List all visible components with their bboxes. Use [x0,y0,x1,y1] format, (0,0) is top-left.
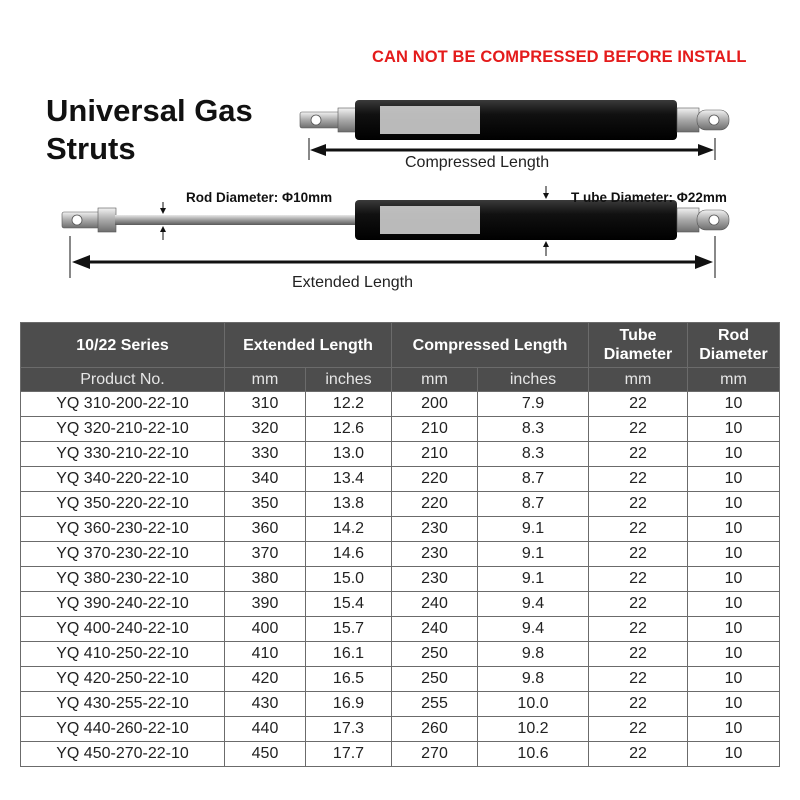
subheader-cell: inches [306,368,392,392]
cell-rod-diameter: 10 [688,642,780,667]
cell-rod-diameter: 10 [688,467,780,492]
cell-extended-mm: 390 [225,592,306,617]
table-row [21,517,780,542]
cell-extended-mm: 350 [225,492,306,517]
cell-extended-inches: 12.6 [306,417,392,442]
strut-diagram [0,0,800,320]
table-body [21,392,780,767]
table-row [21,542,780,567]
cell-tube-diameter: 22 [589,592,688,617]
cell-extended-mm: 430 [225,692,306,717]
cell-compressed-inches: 9.1 [478,517,589,542]
cell-rod-diameter: 10 [688,617,780,642]
ext-tube-label [380,206,480,234]
cell-compressed-mm: 255 [392,692,478,717]
subheader-cell: Product No. [21,368,225,392]
cell-product-no: YQ 450-270-22-10 [21,742,225,767]
cell-tube-diameter: 22 [589,467,688,492]
left-end-fitting [338,108,356,132]
compressed-arrow-right [698,144,714,156]
cell-rod-diameter: 10 [688,492,780,517]
ext-rod [115,215,360,225]
cell-product-no: YQ 340-220-22-10 [21,467,225,492]
rod-dia-arrow-bottom [160,226,166,232]
cell-compressed-mm: 240 [392,592,478,617]
ext-left-eyelet-hole [72,215,82,225]
table-row [21,392,780,417]
cell-compressed-inches: 9.1 [478,542,589,567]
cell-compressed-mm: 270 [392,742,478,767]
cell-extended-inches: 14.6 [306,542,392,567]
spec-table [20,322,780,767]
cell-rod-diameter: 10 [688,542,780,567]
cell-compressed-mm: 220 [392,467,478,492]
cell-extended-mm: 410 [225,642,306,667]
subheader-cell: mm [392,368,478,392]
table-row [21,442,780,467]
ext-left-end-fitting [98,208,116,232]
header-compressed-length: Compressed Length [392,323,589,368]
cell-rod-diameter: 10 [688,442,780,467]
cell-extended-inches: 17.7 [306,742,392,767]
subheader-cell: inches [478,368,589,392]
cell-compressed-mm: 210 [392,442,478,467]
cell-tube-diameter: 22 [589,642,688,667]
cell-extended-mm: 400 [225,617,306,642]
cell-product-no: YQ 440-260-22-10 [21,717,225,742]
cell-tube-diameter: 22 [589,442,688,467]
table-row [21,592,780,617]
cell-product-no: YQ 360-230-22-10 [21,517,225,542]
rod-dia-arrow-top [160,208,166,214]
cell-rod-diameter: 10 [688,667,780,692]
cell-compressed-mm: 230 [392,567,478,592]
cell-extended-inches: 12.2 [306,392,392,417]
extended-arrow-left [72,255,90,269]
cell-tube-diameter: 22 [589,567,688,592]
cell-extended-inches: 16.9 [306,692,392,717]
cell-compressed-inches: 10.0 [478,692,589,717]
cell-product-no: YQ 310-200-22-10 [21,392,225,417]
cell-extended-mm: 330 [225,442,306,467]
left-eyelet-hole [311,115,321,125]
cell-compressed-mm: 230 [392,517,478,542]
cell-product-no: YQ 390-240-22-10 [21,592,225,617]
cell-product-no: YQ 320-210-22-10 [21,417,225,442]
table-row [21,567,780,592]
table-row [21,492,780,517]
cell-compressed-mm: 230 [392,542,478,567]
cell-compressed-mm: 250 [392,642,478,667]
cell-product-no: YQ 370-230-22-10 [21,542,225,567]
table-row [21,617,780,642]
cell-compressed-inches: 9.4 [478,617,589,642]
subheader-cell: mm [225,368,306,392]
table-row [21,417,780,442]
title-line-2: Struts [46,131,136,166]
cell-tube-diameter: 22 [589,417,688,442]
ext-right-eyelet-hole [709,215,719,225]
compressed-length-caption: Compressed Length [405,154,550,171]
cell-extended-mm: 420 [225,667,306,692]
header-rod-diameter: Rod Diameter [688,323,780,368]
cell-extended-mm: 310 [225,392,306,417]
table-row [21,717,780,742]
cell-tube-diameter: 22 [589,542,688,567]
table-row [21,742,780,767]
subheader-cell: mm [688,368,780,392]
cell-rod-diameter: 10 [688,742,780,767]
cell-rod-diameter: 10 [688,692,780,717]
cell-tube-diameter: 22 [589,492,688,517]
cell-tube-diameter: 22 [589,392,688,417]
cell-tube-diameter: 22 [589,742,688,767]
cell-product-no: YQ 330-210-22-10 [21,442,225,467]
cell-extended-inches: 17.3 [306,717,392,742]
tube-dia-arrow-bottom [543,241,549,247]
compressed-strut [300,100,729,160]
cell-compressed-mm: 220 [392,492,478,517]
rod-diameter-label: Rod Diameter: Φ10mm [186,190,333,205]
compressed-tube-label [380,106,480,134]
cell-tube-diameter: 22 [589,717,688,742]
cell-compressed-inches: 9.1 [478,567,589,592]
cell-extended-inches: 16.1 [306,642,392,667]
cell-product-no: YQ 410-250-22-10 [21,642,225,667]
cell-compressed-inches: 8.3 [478,442,589,467]
cell-extended-mm: 370 [225,542,306,567]
extended-arrow-right [695,255,713,269]
cell-product-no: YQ 430-255-22-10 [21,692,225,717]
cell-rod-diameter: 10 [688,392,780,417]
cell-compressed-mm: 200 [392,392,478,417]
table-row [21,692,780,717]
cell-tube-diameter: 22 [589,617,688,642]
cell-rod-diameter: 10 [688,567,780,592]
cell-rod-diameter: 10 [688,717,780,742]
cell-compressed-inches: 10.6 [478,742,589,767]
title-line-1: Universal Gas [46,93,253,128]
cell-tube-diameter: 22 [589,692,688,717]
right-eyelet-hole [709,115,719,125]
cell-extended-inches: 15.7 [306,617,392,642]
install-warning: CAN NOT BE COMPRESSED BEFORE INSTALL [372,48,747,66]
cell-compressed-mm: 210 [392,417,478,442]
table-header-row [21,323,780,368]
cell-compressed-inches: 10.2 [478,717,589,742]
ext-right-end-fitting [677,208,699,232]
cell-extended-inches: 13.4 [306,467,392,492]
cell-compressed-mm: 250 [392,667,478,692]
cell-compressed-inches: 8.7 [478,467,589,492]
cell-extended-mm: 440 [225,717,306,742]
right-end-fitting [677,108,699,132]
cell-extended-inches: 15.4 [306,592,392,617]
cell-extended-inches: 13.8 [306,492,392,517]
cell-extended-mm: 450 [225,742,306,767]
tube-dia-arrow-top [543,193,549,199]
cell-compressed-inches: 9.4 [478,592,589,617]
cell-tube-diameter: 22 [589,517,688,542]
cell-rod-diameter: 10 [688,417,780,442]
cell-product-no: YQ 350-220-22-10 [21,492,225,517]
header-tube-diameter: Tube Diameter [589,323,688,368]
table-row [21,667,780,692]
cell-product-no: YQ 380-230-22-10 [21,567,225,592]
cell-extended-mm: 320 [225,417,306,442]
cell-product-no: YQ 420-250-22-10 [21,667,225,692]
extended-length-caption: Extended Length [292,274,413,291]
cell-extended-inches: 15.0 [306,567,392,592]
cell-extended-mm: 360 [225,517,306,542]
cell-compressed-mm: 260 [392,717,478,742]
header-series: 10/22 Series [21,323,225,368]
table-row [21,642,780,667]
cell-compressed-inches: 9.8 [478,642,589,667]
cell-extended-inches: 14.2 [306,517,392,542]
cell-compressed-inches: 7.9 [478,392,589,417]
table-row [21,467,780,492]
subheader-cell: mm [589,368,688,392]
compressed-arrow-left [310,144,326,156]
tube-diameter-label: T ube Diameter: Φ22mm [571,190,727,205]
cell-tube-diameter: 22 [589,667,688,692]
table-subheader-row [21,368,780,392]
cell-compressed-inches: 9.8 [478,667,589,692]
cell-rod-diameter: 10 [688,592,780,617]
cell-extended-inches: 13.0 [306,442,392,467]
cell-extended-inches: 16.5 [306,667,392,692]
cell-extended-mm: 380 [225,567,306,592]
cell-extended-mm: 340 [225,467,306,492]
cell-compressed-inches: 8.3 [478,417,589,442]
cell-product-no: YQ 400-240-22-10 [21,617,225,642]
cell-rod-diameter: 10 [688,517,780,542]
cell-compressed-mm: 240 [392,617,478,642]
header-extended-length: Extended Length [225,323,392,368]
cell-compressed-inches: 8.7 [478,492,589,517]
